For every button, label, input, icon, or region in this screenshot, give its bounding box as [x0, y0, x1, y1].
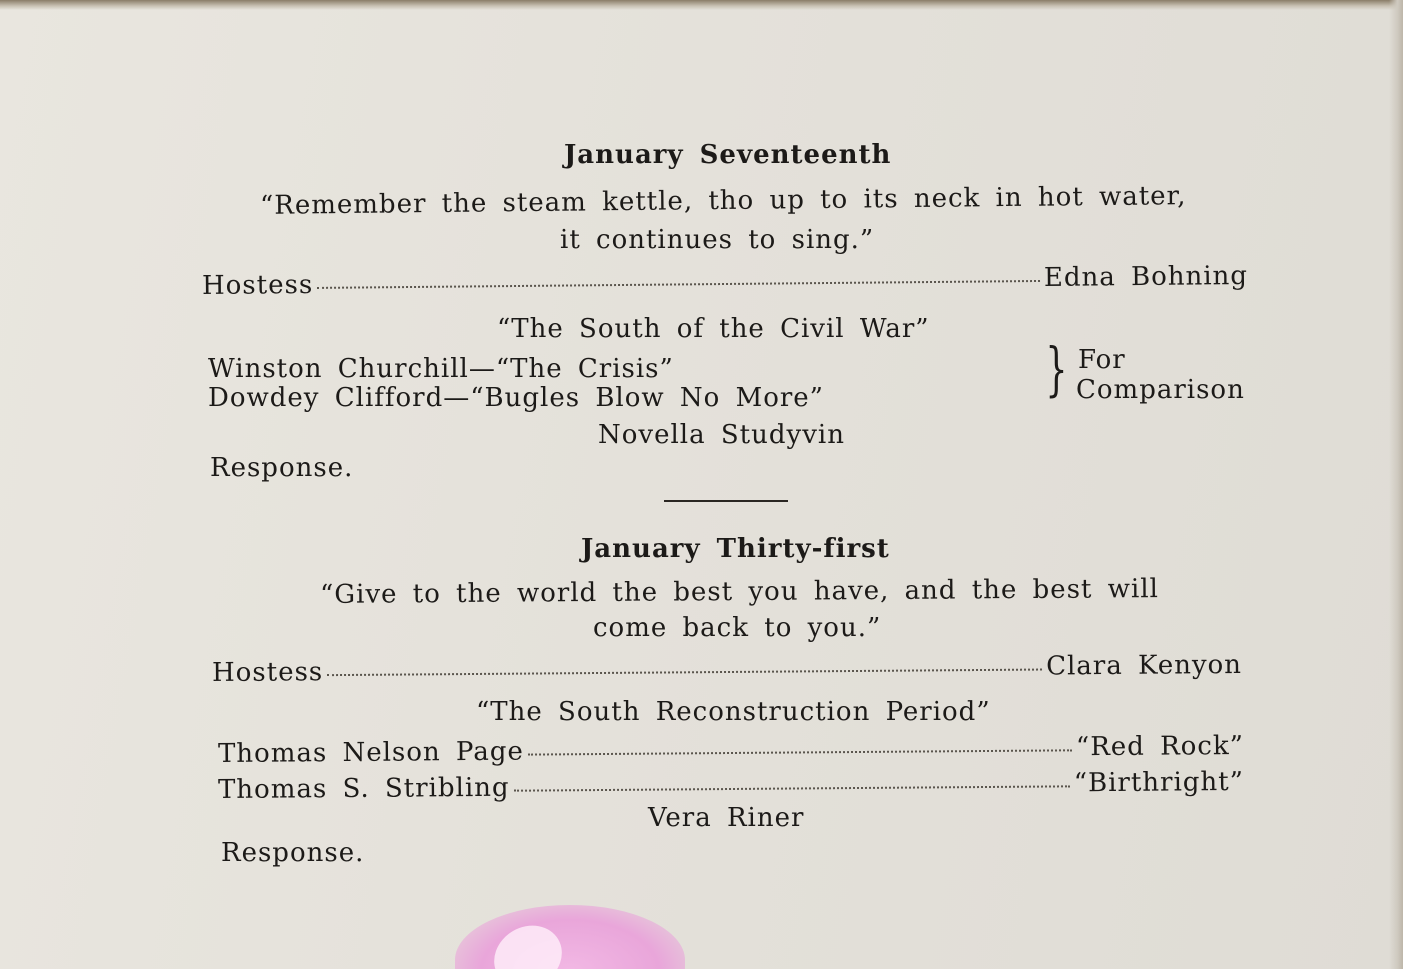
section2-author1: Thomas Nelson Page [217, 736, 524, 770]
pink-object-highlight [483, 914, 574, 969]
section2-hostess-label: Hostess [211, 657, 324, 689]
section2-presenter: Vera Riner [648, 803, 805, 833]
section1-note-line1: For [1078, 345, 1126, 375]
section1-heading: January Seventeenth [564, 140, 892, 170]
section1-quote-line2: it continues to sing.” [560, 225, 875, 255]
section1-presenter: Novella Studyvin [598, 420, 845, 450]
section2-book2-row [218, 767, 1244, 805]
section2-author2: Thomas S. Stribling [217, 772, 510, 806]
section2-book1-leader [528, 748, 1072, 755]
page-right-edge [1389, 0, 1403, 969]
section1-book1: Winston Churchill—“The Crisis” [208, 354, 674, 384]
section1-hostess-label: Hostess [201, 269, 314, 302]
section1-response: Response. [210, 453, 354, 483]
section1-brace: } [1045, 335, 1068, 403]
section1-note-line2: Comparison [1076, 375, 1245, 405]
section-divider [664, 500, 788, 502]
section2-quote-line2: come back to you.” [593, 613, 882, 643]
section2-quote-line1: “Give to the world the best you have, and the best will [319, 574, 1160, 610]
section2-title1: “Red Rock” [1075, 730, 1245, 763]
section2-topic: “The South Reconstruction Period” [476, 697, 991, 727]
section2-response: Response. [221, 838, 365, 868]
section2-hostess-name: Clara Kenyon [1046, 649, 1243, 682]
section2-book1-row [218, 731, 1244, 769]
section2-heading: January Thirty-first [581, 534, 890, 564]
section2-title2: “Birthright” [1073, 766, 1245, 799]
pink-object [455, 905, 685, 969]
section2-book2-leader [514, 784, 1070, 791]
section2-hostess-row [212, 650, 1242, 688]
section1-hostess-row [202, 261, 1248, 301]
section1-hostess-name: Edna Bohning [1043, 260, 1249, 293]
section1-quote-line1: “Remember the steam kettle, tho up to its neck in hot water, [259, 181, 1187, 221]
section2-hostess-leader [327, 668, 1042, 677]
section1-hostess-leader [317, 279, 1040, 289]
page-top-edge [0, 0, 1403, 10]
section1-topic: “The South of the Civil War” [497, 314, 930, 344]
section1-book2: Dowdey Clifford—“Bugles Blow No More” [208, 383, 824, 413]
